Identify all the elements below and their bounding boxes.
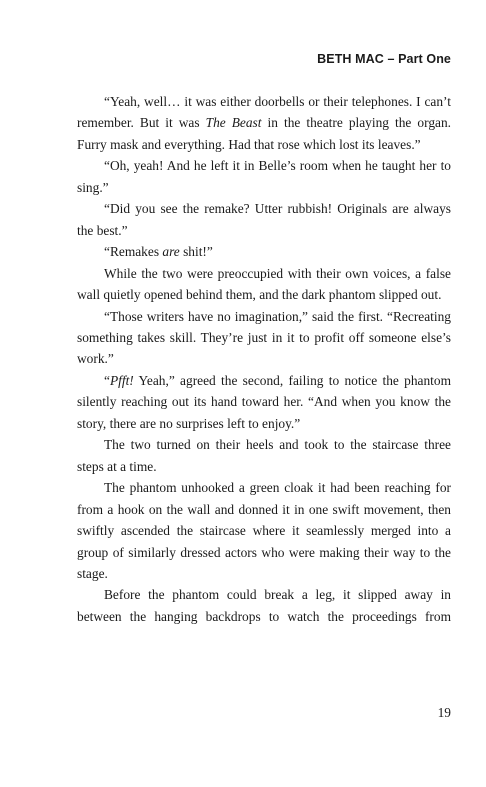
paragraph	[77, 434, 451, 477]
italic-text: The Beast	[205, 115, 262, 131]
text-run: While the two were preoccupied with their own voices, a false wall quietly opened behind them, and the dark phantom slipped out.	[77, 265, 451, 303]
paragraph	[77, 370, 451, 434]
paragraph	[77, 91, 451, 155]
page-number: 19	[437, 705, 451, 720]
text-run: Yeah,” agreed the second, failing to notice the phantom silently reaching out its hand toward her. “And when you know the story, there are no surprises left to enjoy.”	[77, 372, 451, 431]
paragraph	[77, 477, 451, 584]
text-run: “Remakes	[104, 244, 163, 260]
running-head: BETH MAC – Part One	[317, 52, 451, 66]
text-run: “	[104, 372, 110, 388]
text-run: “Did you see the remake? Utter rubbish! Originals are always the best.”	[77, 201, 451, 238]
text-run: Before the phantom could break a leg, it slipped away in between the hanging backdrops to watch the proceedings from	[77, 587, 451, 624]
paragraph	[77, 198, 451, 241]
paragraph	[77, 241, 451, 262]
paragraph	[77, 263, 451, 306]
body-text	[77, 91, 451, 627]
text-run: shit!”	[179, 244, 213, 260]
paragraph	[77, 306, 451, 370]
text-run: “Oh, yeah! And he left it in Belle’s room when he taught her to sing.”	[77, 158, 451, 195]
paragraph	[77, 155, 451, 198]
italic-text: are	[162, 244, 180, 260]
text-run: The phantom unhooked a green cloak it had been reaching for from a hook on the wall and donned it in one swift movement, then swiftly ascended the staircase where it seamlessly merged into a group of similarly dressed actors who were making their way to the stage.	[77, 480, 451, 581]
paragraph	[77, 584, 451, 627]
text-run: “Those writers have no imagination,” said the first. “Recreating something takes skill. They’re just in it to profit off someone else’s work.”	[77, 308, 451, 367]
text-run: in the theatre playing the organ. Furry mask and everything. Had that rose which lost its leaves.”	[77, 115, 452, 152]
text-run: “Yeah, well… it was either doorbells or their telephones. I can’t remember. But it was	[77, 94, 451, 131]
italic-text: Pfft!	[109, 372, 134, 388]
text-run: The two turned on their heels and took to the staircase three steps at a time.	[77, 437, 451, 474]
